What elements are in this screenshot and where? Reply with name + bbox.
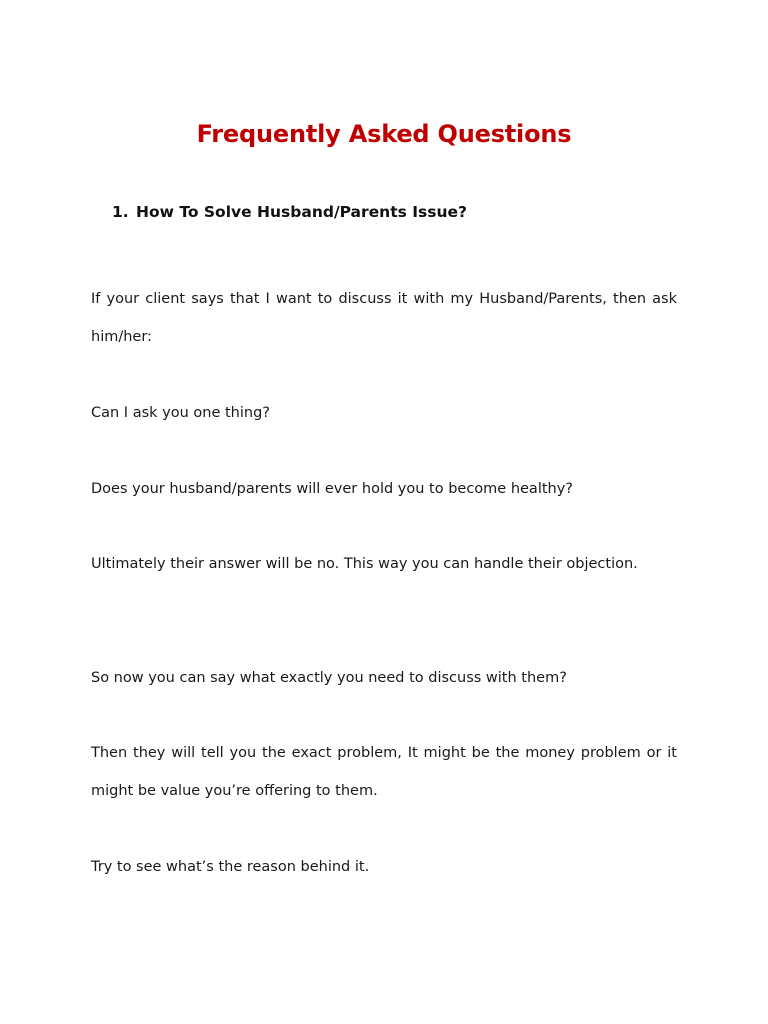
paragraph-what-to-discuss: So now you can say what exactly you need to discuss with them? <box>91 670 567 686</box>
question-number: 1. <box>112 203 129 221</box>
paragraph-handle-objection: Ultimately their answer will be no. This way you can handle their objection. <box>91 556 638 572</box>
page-title: Frequently Asked Questions <box>196 120 572 148</box>
paragraph-healthy-question: Does your husband/parents will ever hold you to become healthy? <box>91 481 573 497</box>
paragraph-exact-problem: Then they will tell you the exact problem, It might be the money problem or it might be value you’re offering to them. <box>91 745 677 799</box>
paragraph-client-says: If your client says that I want to discuss it with my Husband/Parents, then ask him/her: <box>91 291 677 345</box>
faq-question-heading <box>112 203 467 221</box>
question-text: How To Solve Husband/Parents Issue? <box>136 203 467 221</box>
paragraph-reason-behind: Try to see what’s the reason behind it. <box>91 859 370 875</box>
paragraph-ask-one-thing: Can I ask you one thing? <box>91 405 270 421</box>
